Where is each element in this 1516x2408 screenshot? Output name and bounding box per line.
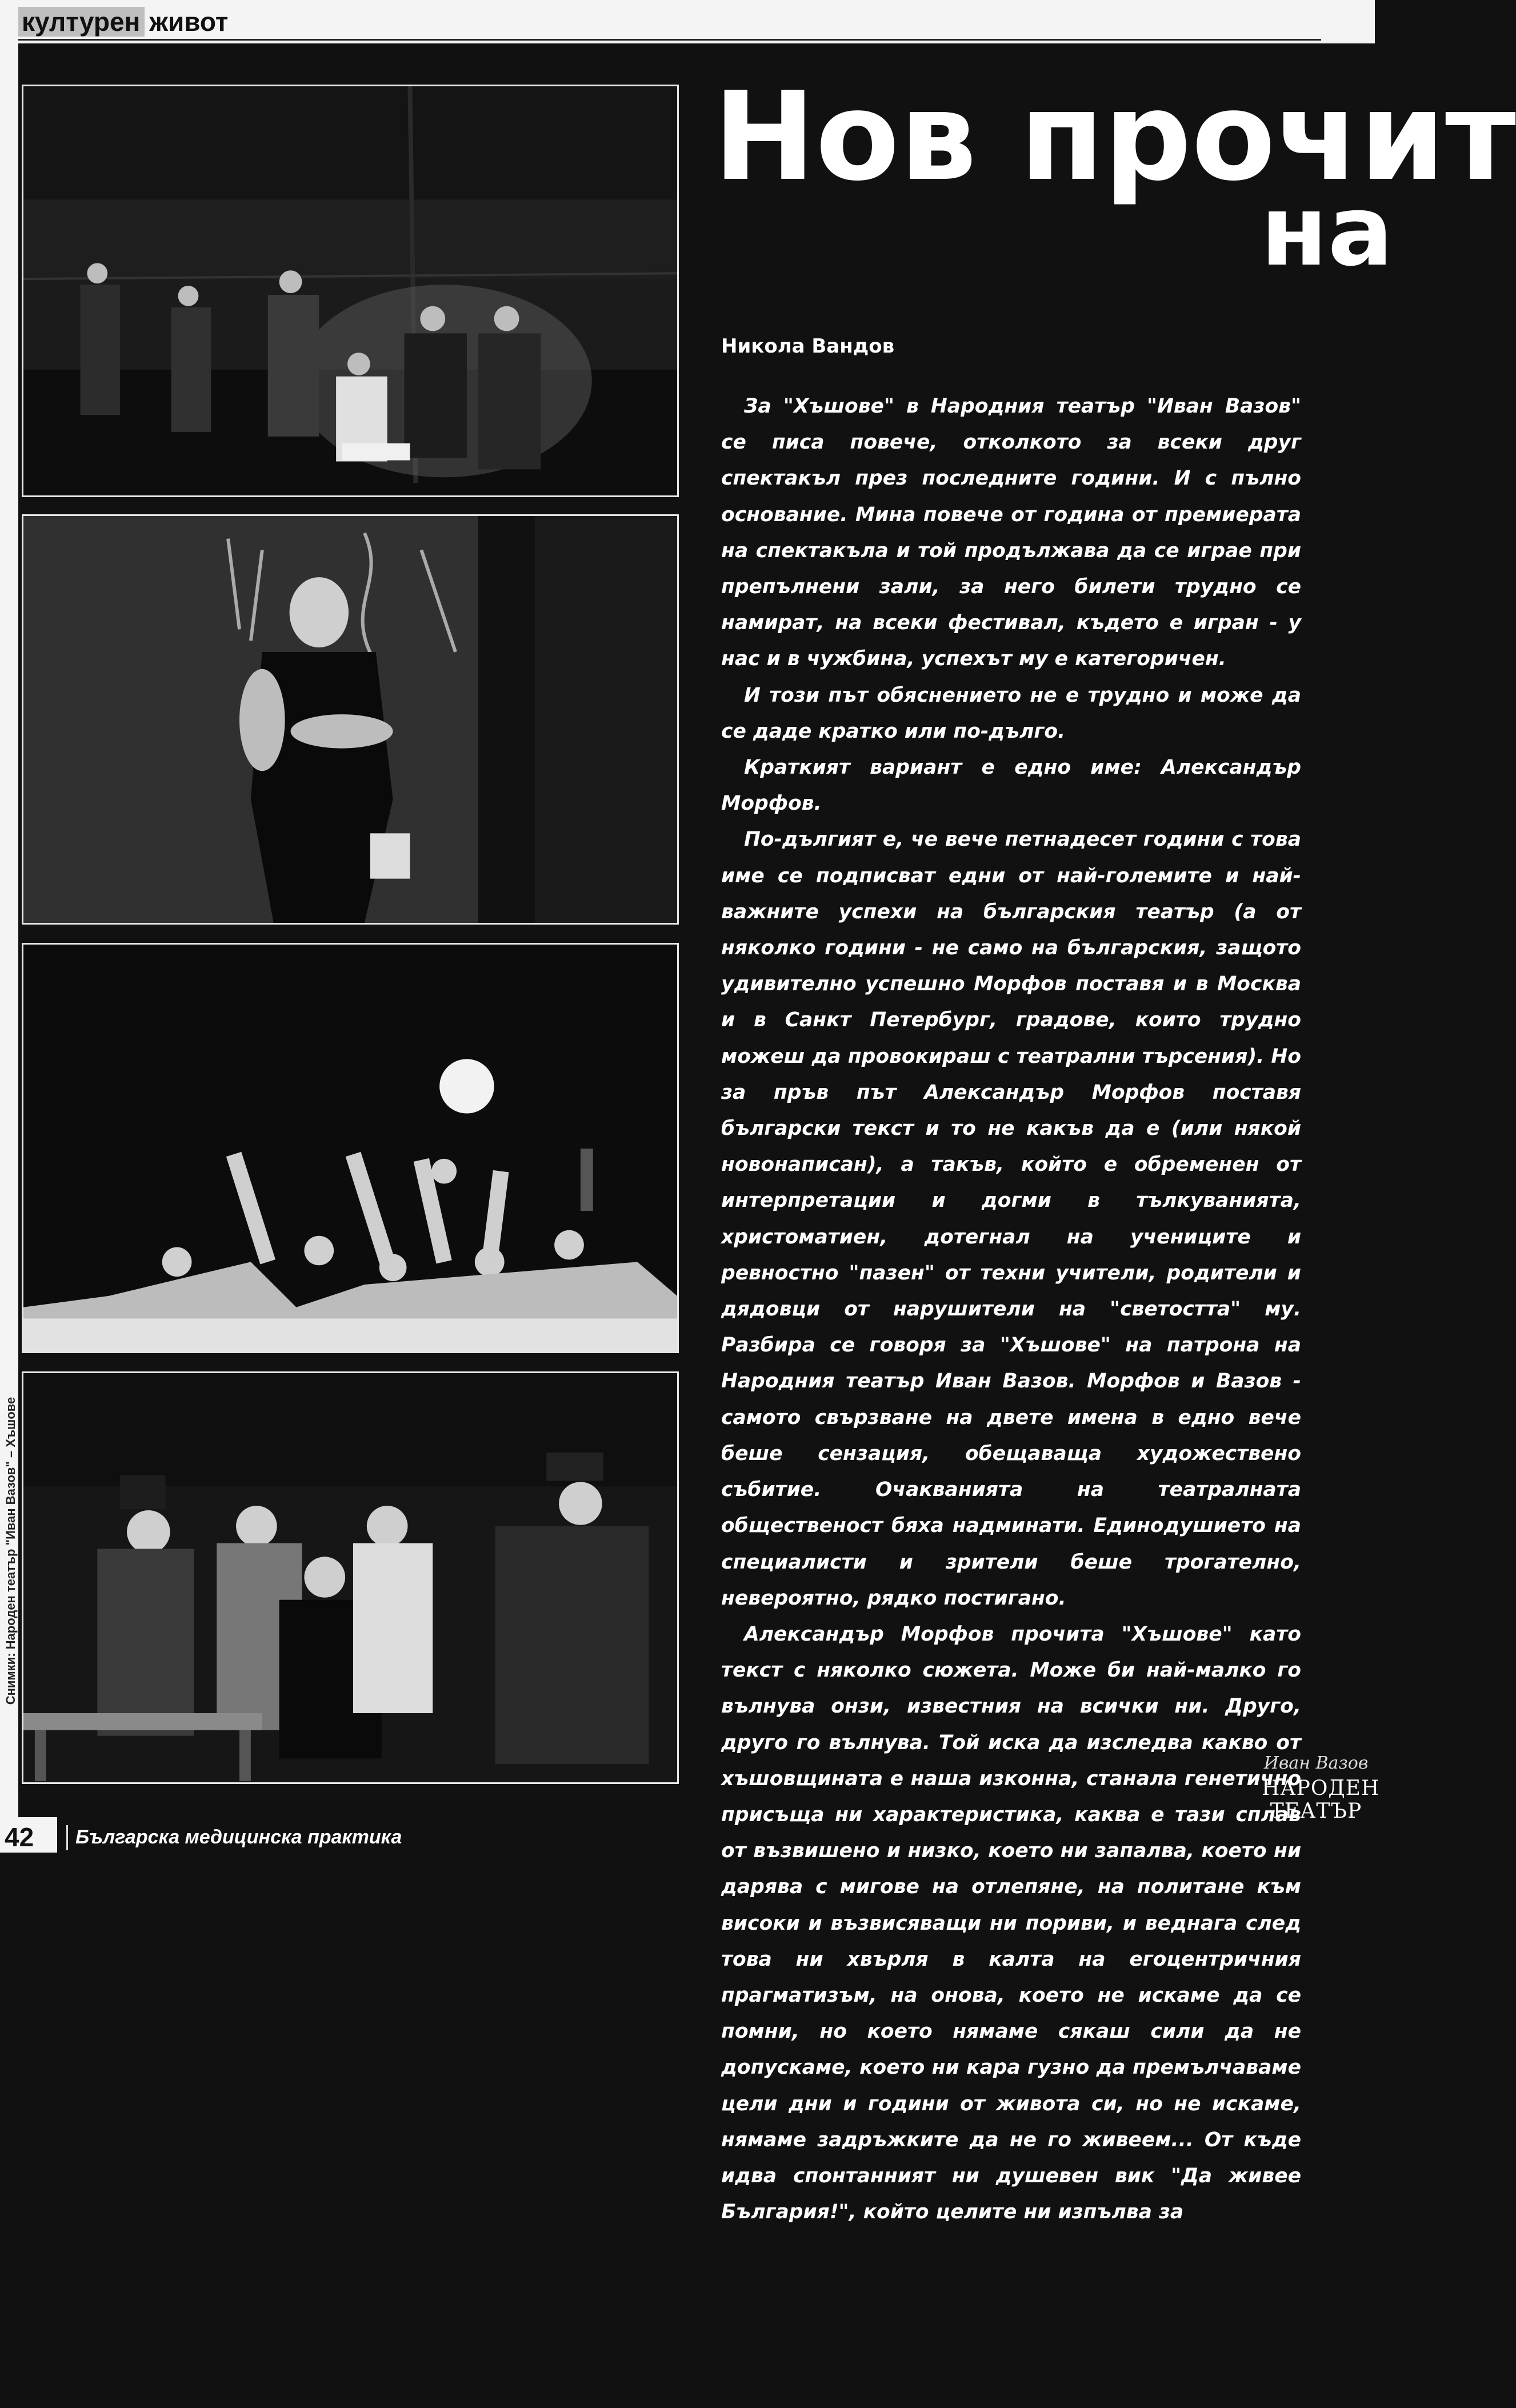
header-bar	[0, 0, 1375, 43]
photo-credit: Снимки: Народен театър "Иван Вазов" – Хъшове	[3, 1397, 18, 1705]
footer	[0, 1822, 400, 1853]
section-tag	[18, 5, 233, 39]
footer-divider	[66, 1825, 68, 1850]
section-tag-part2: живот	[149, 7, 229, 37]
logo-line1: НАРОДЕН	[1262, 1777, 1380, 1800]
logo-line2: ТЕАТЪР	[1270, 1799, 1362, 1823]
article-paragraph: За "Хъшове" в Народния театър "Иван Вазов" се писа повече, отколкото за всеки друг спектакъл през последните години. И с пълно основание. Мина повече от година от премиерата на спектакъла и той продължава да се играе при препълнени зали, за него билети трудно се намират, на всеки фестивал, където е игран - у нас и в чужбина, успехът му е категоричен.	[721, 395, 1301, 671]
national-theatre-logo	[1262, 1750, 1380, 1847]
title-line2: на	[1261, 175, 1394, 288]
title-line1: Нов прочит	[713, 66, 1516, 208]
logo-signature: Иван Вазов	[1263, 1753, 1369, 1773]
header-rule	[18, 39, 1321, 41]
article-paragraph: Александър Морфов прочита "Хъшове" като текст с няколко сюжета. Може би най-малко го вълнува онзи, известния на всички ни. Друго, друго го вълнува. Той иска да изследва какво от хъшовщината е наша изконна, станала генетично присъща ни характеристика, каква е тази сплав от възвишено и низко, което ни запалва, което ни дарява с мигове на отлепяне, на политане към високи и възвисяващи ни пориви, и веднага след това ни хвърля в калта на егоцентричния прагматизъм, на онова, което не искаме да се помни, но което нямаме сякаш сили да не допускаме, което ни кара гузно да премълчаваме цели дни и години от живота си, но не искаме, нямаме задръжките да не го живеем... От къде идва спонтанният ни душевен вик "Да живее България!", който целите ни изпълва за	[721, 1622, 1301, 2224]
stage-photo-celebration	[22, 943, 679, 1353]
author: Никола Вандов	[721, 335, 895, 358]
stage-photo-group	[22, 85, 679, 497]
stage-photo-hats	[22, 1371, 679, 1784]
article-paragraph: И този път обяснението не е трудно и може да се даде кратко или по-дълго.	[721, 683, 1301, 743]
article-paragraph: Краткият вариант е едно име: Александър Морфов.	[721, 756, 1301, 815]
magazine-name: Българска медицинска практика	[75, 1826, 402, 1848]
page-number: 42	[5, 1822, 34, 1852]
section-tag-part1: културен	[18, 7, 145, 37]
article-body	[721, 389, 1301, 2224]
stage-photo-man	[22, 514, 679, 925]
article-title	[689, 66, 1516, 288]
article-paragraph: По-дългият е, че вече петнадесет години с това име се подписват едни от най-големите и най-важните успехи на българския театър (а от няколко години - не само на българския, защото удивително успешно Морфов поставя и в Москва и в Санкт Петербург, градове, които трудно можеш да провокираш с театрални търсения). Но за пръв път Александър Морфов поставя български текст и то не какъв да е (или някой новонаписан), а такъв, който е обременен от интерпретации и догми в тълкуванията, христоматиен, дотегнал на учениците и ревностно "пазен" от техни учители, родители и дядовци от нарушители на "светостта" му. Разбира се говоря за "Хъшове" на патрона на Народния театър Иван Вазов. Морфов и Вазов - самото свързване на двете имена в едно вече беше сензация, обещаваща художествено събитие. Очакванията на театралната общественост бяха надминати. Единодушието на специалисти и зрители беше трогателно, невероятно, рядко постигано.	[721, 828, 1301, 1610]
